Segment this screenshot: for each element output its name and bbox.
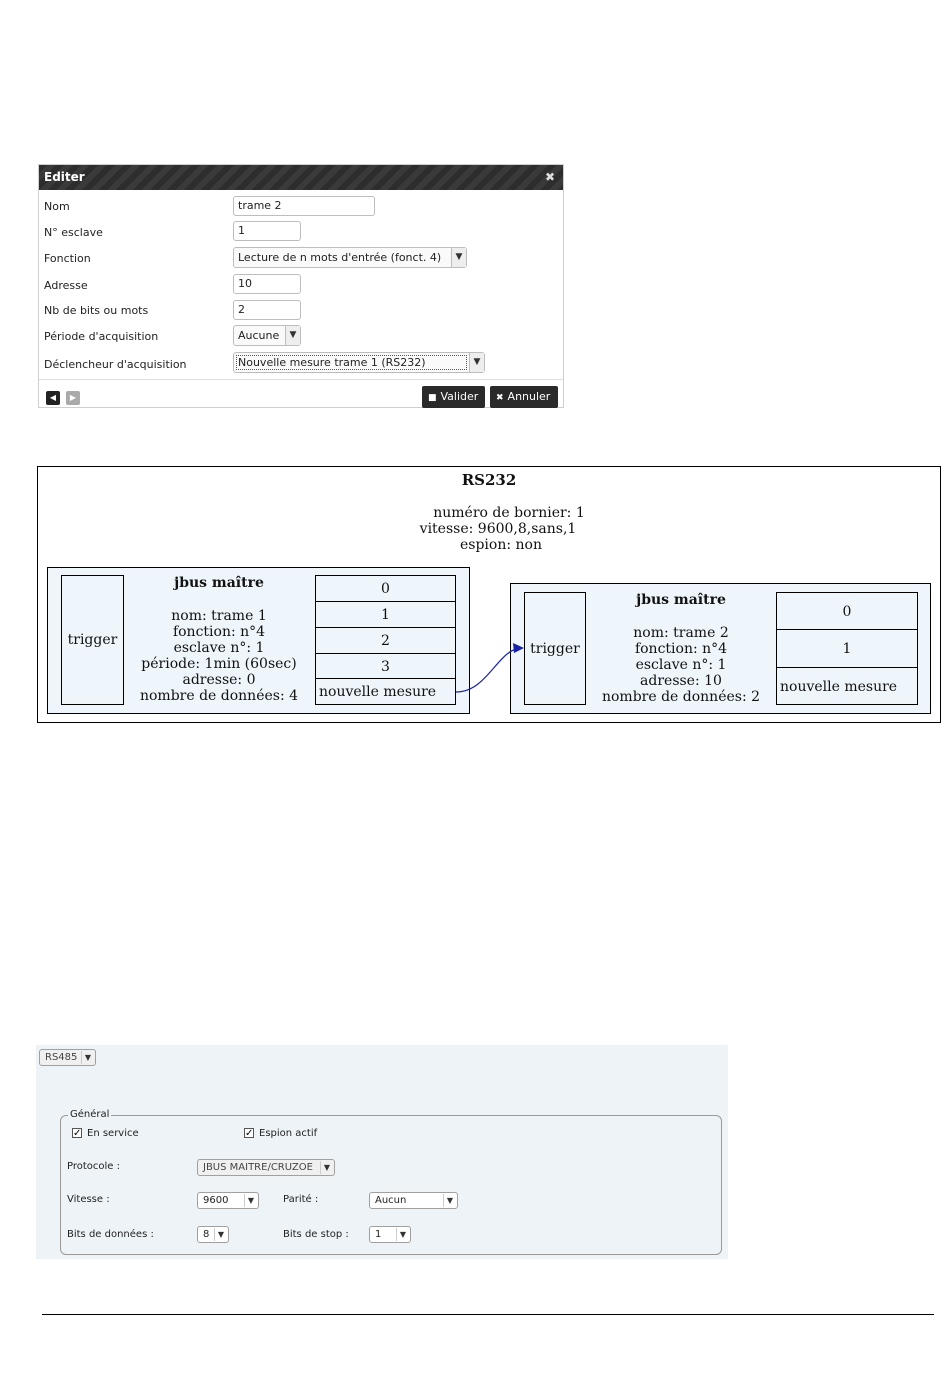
node1-cell: 1 xyxy=(315,601,456,628)
node2-line: nombre de données: 2 xyxy=(601,689,761,705)
valider-label: Valider xyxy=(440,390,479,403)
save-icon: ■ xyxy=(428,393,437,403)
esclave-input[interactable]: 1 xyxy=(233,221,301,241)
parite-select[interactable] xyxy=(369,1192,458,1209)
node1-line: esclave n°: 1 xyxy=(173,640,265,656)
bits-donnees-value: 8 xyxy=(203,1229,210,1240)
node2-cell: 1 xyxy=(776,629,918,668)
adresse-input[interactable]: 10 xyxy=(233,274,301,294)
annuler-label: Annuler xyxy=(507,390,551,403)
bits-stop-select[interactable] xyxy=(369,1226,411,1243)
node1-cell: 2 xyxy=(315,627,456,654)
node1-cell: 3 xyxy=(315,653,456,679)
periode-label: Période d'acquisition xyxy=(44,330,159,343)
chevron-down-icon: ▼ xyxy=(285,326,300,345)
node2-line: esclave n°: 1 xyxy=(635,657,727,673)
nb-input[interactable]: 2 xyxy=(233,300,301,320)
general-legend: Général xyxy=(70,1109,110,1120)
focus-ring xyxy=(236,355,467,370)
node1-line: adresse: 0 xyxy=(182,672,256,688)
node1-cell: 0 xyxy=(315,575,456,602)
en-service-checkbox[interactable]: ✓ xyxy=(73,1128,82,1139)
node2-line: adresse: 10 xyxy=(640,673,722,689)
node2-heading: jbus maître xyxy=(636,592,726,608)
chevron-down-icon: ▼ xyxy=(396,1228,409,1241)
bits-stop-value: 1 xyxy=(375,1229,382,1240)
trigger-label-2: trigger xyxy=(530,641,580,657)
chevron-down-icon: ▼ xyxy=(214,1228,227,1241)
node1-line: nom: trame 1 xyxy=(171,608,267,624)
trigger-label-1: trigger xyxy=(67,632,118,648)
node2-line: fonction: n°4 xyxy=(634,641,728,657)
diagram-title: RS232 xyxy=(461,471,517,489)
declencheur-select[interactable] xyxy=(233,352,485,373)
rs232-diagram xyxy=(37,466,941,723)
nb-label: Nb de bits ou mots xyxy=(44,304,149,317)
node2-last-cell: nouvelle mesure xyxy=(776,667,918,705)
dialog-header xyxy=(39,165,563,190)
protocole-label: Protocole : xyxy=(67,1161,120,1172)
vitesse-label: Vitesse : xyxy=(67,1194,110,1205)
nom-label: Nom xyxy=(44,200,70,213)
protocole-select[interactable] xyxy=(197,1159,335,1176)
en-service-label: En service xyxy=(87,1128,139,1139)
page-footer-rule xyxy=(42,1314,934,1315)
espion-checkbox[interactable]: ✓ xyxy=(245,1128,254,1139)
declencheur-label: Déclencheur d'acquisition xyxy=(44,358,187,371)
fonction-label: Fonction xyxy=(44,252,91,265)
prev-icon[interactable]: ◀ xyxy=(46,391,60,405)
fonction-value: Lecture de n mots d'entrée (fonct. 4) xyxy=(238,251,442,264)
node2-cell: 0 xyxy=(776,592,918,630)
parite-label: Parité : xyxy=(283,1194,319,1205)
node1-line: période: 1min (60sec) xyxy=(141,656,297,672)
valider-button[interactable] xyxy=(422,386,485,408)
vitesse-value: 9600 xyxy=(203,1195,229,1206)
espion-label: Espion actif xyxy=(259,1128,318,1139)
fonction-select[interactable] xyxy=(233,247,467,268)
nom-input[interactable]: trame 2 xyxy=(233,196,375,216)
node1-line: fonction: n°4 xyxy=(172,624,266,640)
periode-select[interactable] xyxy=(233,325,301,346)
node1-line: nombre de données: 4 xyxy=(139,688,299,704)
diagram-line: espion: non xyxy=(460,537,542,553)
close-icon[interactable]: ✖ xyxy=(544,170,555,184)
dialog-divider xyxy=(39,379,563,380)
periode-value: Aucune xyxy=(238,329,280,342)
node2-line: nom: trame 2 xyxy=(633,625,729,641)
bits-stop-label: Bits de stop : xyxy=(283,1229,349,1240)
chevron-down-icon: ▼ xyxy=(443,1194,456,1207)
port-value: RS485 xyxy=(45,1052,78,1063)
diagram-line: vitesse: 9600,8,sans,1 xyxy=(419,521,577,537)
esclave-label: N° esclave xyxy=(44,226,103,239)
rs485-panel xyxy=(36,1045,728,1259)
dialog-title: Editer xyxy=(44,170,85,184)
diagram-line: numéro de bornier: 1 xyxy=(433,505,585,521)
chevron-down-icon: ▼ xyxy=(451,248,466,267)
adresse-label: Adresse xyxy=(44,279,88,292)
port-select[interactable] xyxy=(39,1049,96,1066)
next-icon[interactable]: ▶ xyxy=(66,391,80,405)
edit-dialog xyxy=(38,164,564,408)
declencheur-value: Nouvelle mesure trame 1 (RS232) xyxy=(238,356,426,369)
bits-donnees-label: Bits de données : xyxy=(67,1229,154,1240)
trigger-edge xyxy=(38,467,940,722)
chevron-down-icon: ▼ xyxy=(244,1194,257,1207)
annuler-button[interactable] xyxy=(490,386,558,408)
chevron-down-icon: ▼ xyxy=(469,353,484,372)
chevron-down-icon: ▼ xyxy=(320,1161,333,1174)
vitesse-select[interactable] xyxy=(197,1192,259,1209)
bits-donnees-select[interactable] xyxy=(197,1226,229,1243)
chevron-down-icon: ▼ xyxy=(81,1051,94,1064)
protocole-value: JBUS MAITRE/CRUZOE xyxy=(203,1162,313,1173)
node1-last-cell: nouvelle mesure xyxy=(315,678,456,705)
node1-heading: jbus maître xyxy=(174,575,264,591)
cancel-icon: ✖ xyxy=(496,393,504,403)
parite-value: Aucun xyxy=(375,1195,407,1206)
